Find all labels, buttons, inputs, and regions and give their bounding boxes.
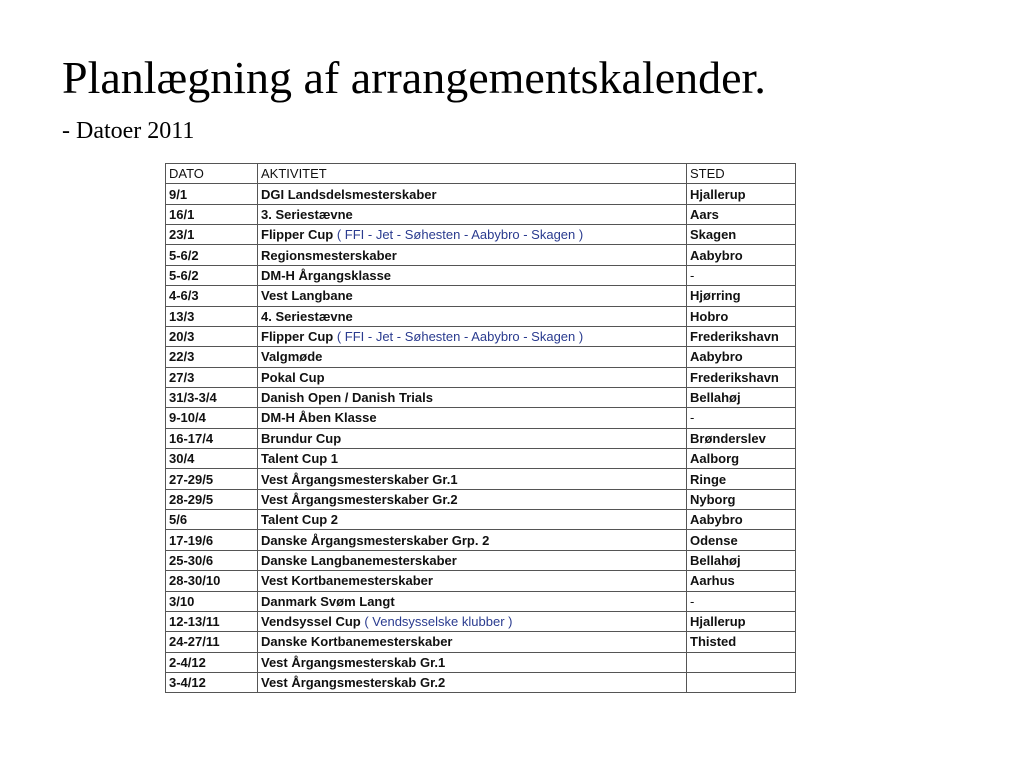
cell-dato: 13/3: [166, 306, 258, 326]
table-row: [166, 265, 796, 285]
cell-aktivitet: [258, 632, 687, 652]
table-row: [166, 571, 796, 591]
cell-sted: Frederikshavn: [687, 367, 796, 387]
cell-aktivitet: [258, 184, 687, 204]
table-row: [166, 672, 796, 692]
cell-sted: Odense: [687, 530, 796, 550]
cell-aktivitet: [258, 367, 687, 387]
column-header-dato: DATO: [166, 164, 258, 184]
cell-sted: Aarhus: [687, 571, 796, 591]
cell-aktivitet: [258, 408, 687, 428]
cell-dato: 3/10: [166, 591, 258, 611]
cell-sted: Nyborg: [687, 489, 796, 509]
cell-sted: [687, 652, 796, 672]
table-row: [166, 306, 796, 326]
activity-name: DM-H Åben Klasse: [261, 410, 377, 426]
activity-name: Brundur Cup: [261, 430, 342, 446]
column-header-aktivitet: AKTIVITET: [258, 164, 687, 184]
activity-name: Vest Årgangsmesterskaber Gr.2: [261, 491, 458, 507]
cell-dato: 5/6: [166, 510, 258, 530]
cell-aktivitet: [258, 571, 687, 591]
cell-sted: Hjallerup: [687, 184, 796, 204]
table-row: [166, 225, 796, 245]
cell-sted: Aabybro: [687, 245, 796, 265]
activity-note: ( FFI - Jet - Søhesten - Aabybro - Skagen ): [336, 227, 584, 243]
cell-sted: Bellahøj: [687, 387, 796, 407]
activity-name: Vendsyssel Cup: [261, 614, 361, 630]
cell-sted: Ringe: [687, 469, 796, 489]
cell-dato: 31/3-3/4: [166, 387, 258, 407]
cell-aktivitet: [258, 225, 687, 245]
table-row: [166, 489, 796, 509]
cell-aktivitet: [258, 265, 687, 285]
cell-aktivitet: [258, 449, 687, 469]
table-row: [166, 367, 796, 387]
cell-dato: 28-30/10: [166, 571, 258, 591]
table-row: [166, 347, 796, 367]
cell-aktivitet: [258, 347, 687, 367]
activity-name: 4. Seriestævne: [261, 308, 353, 324]
activity-name: Danske Kortbanemesterskaber: [261, 634, 453, 650]
table-row: [166, 510, 796, 530]
cell-aktivitet: [258, 306, 687, 326]
activity-name: Flipper Cup: [261, 227, 334, 243]
cell-dato: 25-30/6: [166, 550, 258, 570]
activity-note: ( FFI - Jet - Søhesten - Aabybro - Skagen ): [336, 329, 584, 345]
cell-dato: 20/3: [166, 326, 258, 346]
cell-dato: 9-10/4: [166, 408, 258, 428]
activity-name: Vest Kortbanemesterskaber: [261, 573, 433, 589]
cell-aktivitet: [258, 326, 687, 346]
cell-dato: 9/1: [166, 184, 258, 204]
cell-sted: Hobro: [687, 306, 796, 326]
activity-name: DM-H Årgangsklasse: [261, 267, 392, 283]
activity-name: Danish Open / Danish Trials: [261, 390, 433, 406]
activity-name: Danske Langbanemesterskaber: [261, 553, 457, 568]
activity-name: Vest Langbane: [261, 288, 353, 304]
table-row: [166, 286, 796, 306]
cell-aktivitet: [258, 489, 687, 509]
cell-dato: 3-4/12: [166, 672, 258, 692]
cell-dato: 24-27/11: [166, 632, 258, 652]
cell-dato: 4-6/3: [166, 286, 258, 306]
cell-aktivitet: [258, 387, 687, 407]
activity-name: Pokal Cup: [261, 369, 325, 385]
table-row: [166, 469, 796, 489]
cell-sted: Aalborg: [687, 449, 796, 469]
cell-dato: 12-13/11: [166, 611, 258, 631]
cell-sted: Skagen: [687, 225, 796, 245]
table-row: [166, 387, 796, 407]
cell-sted: Aars: [687, 204, 796, 224]
activity-name: Vest Årgangsmesterskaber Gr.1: [261, 471, 458, 487]
activity-name: Danmark Svøm Langt: [261, 593, 395, 609]
cell-aktivitet: [258, 286, 687, 306]
activity-name: Regionsmesterskaber: [261, 247, 397, 263]
cell-aktivitet: [258, 652, 687, 672]
table-header-row: [166, 164, 796, 184]
cell-sted: [687, 672, 796, 692]
activity-name: DGI Landsdelsmesterskaber: [261, 186, 437, 202]
cell-dato: 5-6/2: [166, 245, 258, 265]
table-row: [166, 245, 796, 265]
table-row: [166, 611, 796, 631]
event-calendar-table: [165, 163, 796, 693]
activity-name: Vest Årgangsmesterskab Gr.1: [261, 654, 446, 670]
activity-name: Talent Cup 1: [261, 451, 339, 467]
cell-aktivitet: [258, 469, 687, 489]
cell-aktivitet: [258, 204, 687, 224]
cell-aktivitet: [258, 591, 687, 611]
cell-sted: Hjallerup: [687, 611, 796, 631]
table-row: [166, 632, 796, 652]
cell-aktivitet: [258, 245, 687, 265]
page-subtitle: - Datoer 2011: [62, 118, 195, 144]
cell-dato: 16/1: [166, 204, 258, 224]
cell-dato: 16-17/4: [166, 428, 258, 448]
cell-aktivitet: [258, 428, 687, 448]
table-row: [166, 204, 796, 224]
cell-sted: Aabybro: [687, 347, 796, 367]
table-row: [166, 652, 796, 672]
cell-sted: Brønderslev: [687, 428, 796, 448]
table-row: [166, 591, 796, 611]
cell-dato: 27-29/5: [166, 469, 258, 489]
activity-name: 3. Seriestævne: [261, 206, 353, 222]
cell-dato: 28-29/5: [166, 489, 258, 509]
cell-sted: Thisted: [687, 632, 796, 652]
table-row: [166, 326, 796, 346]
cell-aktivitet: [258, 530, 687, 550]
cell-dato: 23/1: [166, 225, 258, 245]
cell-sted: -: [687, 408, 796, 428]
cell-aktivitet: [258, 550, 687, 570]
cell-aktivitet: [258, 611, 687, 631]
table-row: [166, 550, 796, 570]
cell-dato: 22/3: [166, 347, 258, 367]
table-row: [166, 184, 796, 204]
cell-sted: Frederikshavn: [687, 326, 796, 346]
table-row: [166, 449, 796, 469]
cell-sted: -: [687, 265, 796, 285]
cell-sted: -: [687, 591, 796, 611]
cell-sted: Bellahøj: [687, 550, 796, 570]
cell-aktivitet: [258, 672, 687, 692]
activity-name: Valgmøde: [261, 349, 323, 365]
cell-sted: Hjørring: [687, 286, 796, 306]
activity-note: ( Vendsysselske klubber ): [364, 614, 513, 630]
table-row: [166, 530, 796, 550]
table-row: [166, 428, 796, 448]
activity-name: Talent Cup 2: [261, 512, 339, 528]
activity-name: Danske Årgangsmesterskaber Grp. 2: [261, 532, 490, 548]
activity-name: Vest Årgangsmesterskab Gr.2: [261, 675, 446, 691]
cell-dato: 17-19/6: [166, 530, 258, 550]
cell-dato: 30/4: [166, 449, 258, 469]
cell-dato: 27/3: [166, 367, 258, 387]
cell-aktivitet: [258, 510, 687, 530]
activity-name: Flipper Cup: [261, 329, 334, 345]
cell-dato: 5-6/2: [166, 265, 258, 285]
column-header-sted: STED: [687, 164, 796, 184]
page-title: Planlægning af arrangementskalender.: [62, 52, 766, 103]
table-row: [166, 408, 796, 428]
cell-sted: Aabybro: [687, 510, 796, 530]
cell-dato: 2-4/12: [166, 652, 258, 672]
